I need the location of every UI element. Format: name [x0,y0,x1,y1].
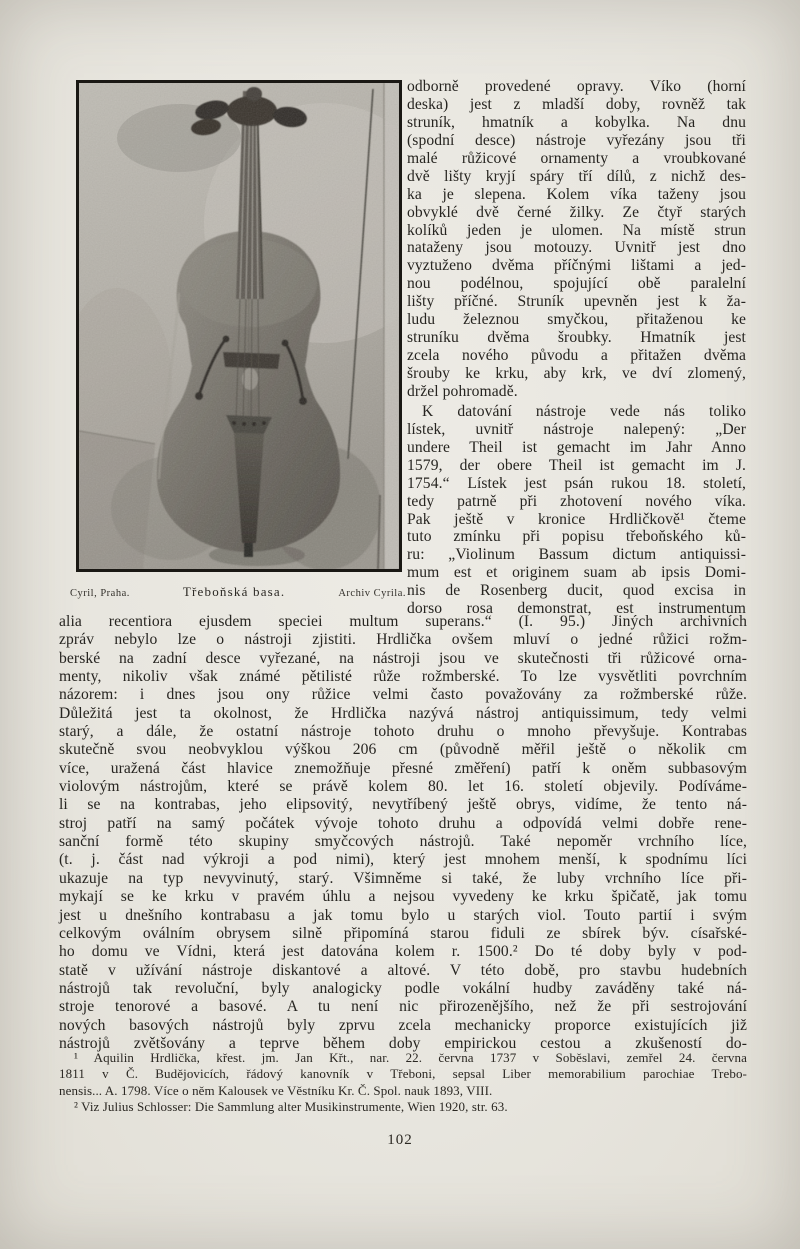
double-bass-illustration [79,83,399,569]
text-line: ludu železnou smyčkou, přitaženou ke [407,311,746,329]
paragraph-dating [407,403,746,618]
text-line: odborně provedené opravy. Víko (horní [407,78,746,95]
caption-title: Třeboňská basa. [182,584,286,599]
text-line: jest u dnešního kontrabasu a jak tomu bylo u starých viol. Touto partií i svým [59,906,747,924]
caption-credit-left: Cyril, Praha. [70,588,130,599]
text-line: nou podélnou, spojující obě paralelní [407,275,746,293]
text-line: celkovým oválním obrysem silně připomíná starou fiduli ze sbírek býv. císařské- [59,924,747,942]
text-line: deska) jest z mladší doby, rovněž tak [407,95,746,113]
text-line: více, uražená část hlavice znemožňuje přesné změření) patří k oněm subbasovým [59,759,747,777]
text-line: skutečně svou neobvyklou výškou 206 cm (původně měřil ještě o několik cm [59,741,747,759]
text-line: struník, hmatník a kobylka. Na dnu [407,113,746,131]
text-line: kolíků jeden je ulomen. Na místě strun [407,221,746,239]
photo-grain [79,83,399,569]
text-line: 1811 v Č. Budějovicích, řádový kanovník v Třeboni, sepsal Liber memorabilium parochiae Trebo- [59,1066,747,1082]
footnotes-block [59,1050,747,1116]
footnote-1 [59,1050,747,1099]
text-line: mykají se ke krku v pravém úhlu a nejsou vyvedeny ke krku špičatě, jak tomu [59,888,747,906]
text-line: alia recentiora ejusdem speciei multum superans.“ (I. 95.) Jiných archivních [59,613,747,630]
text-line: mum est et originem suam ab ipsis Domi- [407,564,746,582]
text-line: li se na kontrabas, jeho elipsovitý, nevytříbený ještě obrys, vidíme, že tento ná- [59,796,747,814]
text-line: 1754.“ Lístek jest psán rukou 18. století, [407,474,746,492]
text-line: ukazuje na typ nevyvinutý, starý. Všimněme si také, že luby vrchního líce při- [59,869,747,887]
double-bass-photo [76,80,402,572]
text-line: ka je slepena. Kolem víka taženy jsou [407,185,746,203]
right-text-column [407,78,746,618]
text-line: violovým nástrojům, které se právě kolem 80. let 16. století objevily. Podíváme- [59,778,747,796]
main-text-block [59,613,747,1053]
text-line: stroj patří na samý počátek vývoje tohoto druhu a odpovídá velmi dobře rene- [59,814,747,832]
text-line: ho domu ve Vídni, která jest datována kolem r. 1500.² Do té doby byly v pod- [59,943,747,961]
text-line: ru: „Violinum Bassum dictum antiquissi- [407,546,746,564]
text-line: malé růžicové ornamenty a vroubkované [407,149,746,167]
text-line: statě v užívání nástroje diskantové a altové. V této době, pro stavbu hudebních [59,961,747,979]
text-line: nataženy jsou motouzy. Uvnitř jest dno [407,239,746,257]
text-line: tedy patrně při zhotovení nového víka. [407,492,746,510]
text-line: 1579, der obere Theil ist gemacht im J. [407,456,746,474]
text-line: nástrojů tak revoluční, byly analogicky podle vokální hudby zaváděny také ná- [59,979,747,997]
text-line: undere Theil ist gemacht im Jahr Anno [407,438,746,456]
text-line: tuto zmínku při popisu třeboňského ků- [407,528,746,546]
text-line: Důležitá jest ta okolnost, že Hrdlička nazývá nástroj antiquissimum, tedy velmi [59,704,747,722]
text-line: nis de Rosenberg ducit, quod excisa in [407,582,746,600]
page-number: 102 [387,1132,413,1148]
text-line: berské na zadní desce vyřezané, na nástroji jsou ve skutečnosti tři růžicové orna- [59,649,747,667]
text-line: menty, nikoliv však známé pětilisté růže rožmberské. To lze vysvětliti povrchním [59,668,747,686]
text-line: lišty příčné. Struník upevněn jest k ža- [407,293,746,311]
text-line: držel pohromadě. [407,382,518,400]
text-line: (t. j. část nad výkroji a pod nimi), který jest mnohem menší, k spodnímu líci [59,851,747,869]
text-line: nensis... A. 1798. Více o něm Kalousek ve Věstníku Kr. Č. Spol. nauk 1893, VIII. [59,1082,493,1098]
text-line: zcela nového původu a přitažen dvěma [407,347,746,365]
text-line: zpráv nebylo lze o nástroji zjistiti. Hrdlička ovšem mluví o jedné růžici rožm- [59,631,747,649]
text-line: nástrojů zvětšovány a teprve během doby empirickou cestou a zkušeností do- [59,1034,747,1052]
text-line: vyztuženo dvěma příčnými lištami a jed- [407,257,746,275]
text-line: Pak ještě v kronice Hrdličkově¹ čteme [407,510,746,528]
text-line: nových basových nástrojů byly zprvu zcela mechanicky proporce existujících již [59,1016,747,1034]
text-line: sanční formě této skupiny smyčcových nástrojů. Také nepoměr vrchního líce, [59,833,747,851]
text-line: starý, a dále, že ostatní nástroje tohoto druhu o mnoho převyšuje. Kontrabas [59,723,747,741]
text-line: lístek, uvnitř nástroje nalepený: „Der [407,420,746,438]
text-line: dorso rosa demonstrat, est instrumentum [407,600,746,618]
text-line: struníku dvěma šroubky. Hmatník jest [407,329,746,347]
text-line: dvě lišty kryjí spáry tří dílů, z nichž des- [407,167,746,185]
text-line: stroje tenorové a basové. A tu není nic přirozenějšího, než že při sestrojování [59,998,747,1016]
text-line: ¹ Aquilin Hrdlička, křest. jm. Jan Křt., nar. 22. června 1737 v Soběslavi, zemřel 24. června [74,1050,747,1065]
caption-credit-right: Archiv Cyrila. [338,588,406,599]
text-line: ² Viz Julius Schlosser: Die Sammlung alter Musikinstrumente, Wien 1920, str. 63. [74,1099,508,1115]
text-line: šrouby ke krku, aby krk, ve dví zlomený, [407,365,746,382]
text-line: názorem: i dnes jsou ony růžice velmi často považovány za rožmberské růže. [59,686,747,704]
text-line: (spodní desce) nástroje vyřezány jsou tři [407,131,746,149]
paragraph-repairs [407,78,746,401]
text-line: obvyklé dvě černé žilky. Ze čtyř starých [407,203,746,221]
footnote-2 [59,1099,747,1115]
photo-caption [70,584,406,600]
text-line: K datování nástroje vede nás toliko [422,402,746,420]
